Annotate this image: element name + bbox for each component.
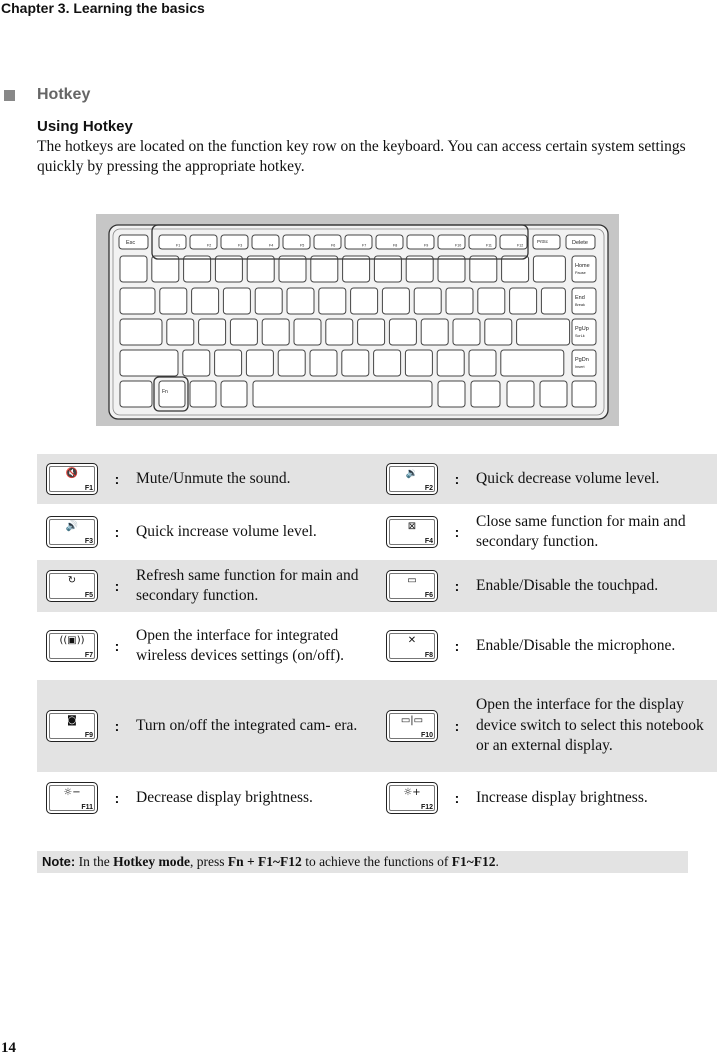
nav-key-sublabel: Break (575, 303, 585, 307)
keyboard-key (374, 350, 401, 376)
keyboard-key (287, 288, 314, 314)
hotkey-label: F5 (84, 592, 93, 599)
keyboard-key (294, 319, 321, 345)
hotkey-description: Open the interface for integrated wireless devices settings (on/off). (136, 626, 345, 664)
hotkey-entry (377, 630, 717, 662)
keyboard-key (533, 256, 565, 282)
note-label: Note: (42, 854, 76, 869)
hotkey-label: F10 (420, 732, 433, 739)
hotkey-entry (377, 512, 717, 553)
keyboard-key (311, 256, 338, 282)
hotkey-symbol-icon: ◙ (67, 715, 77, 726)
keyboard-key (279, 256, 306, 282)
keyboard-key (351, 288, 378, 314)
win-key (190, 381, 216, 407)
section-title: Hotkey (37, 86, 91, 103)
fn-key-label: F4 (269, 243, 274, 248)
hotkey-entry (377, 695, 717, 757)
keyboard-key (199, 319, 226, 345)
hotkey-label: F6 (424, 592, 433, 599)
keyboard-key (469, 350, 496, 376)
table-row (37, 504, 717, 560)
fn-key (221, 235, 248, 249)
keyboard-key (517, 319, 570, 345)
hotkey-description: Mute/Unmute the sound. (136, 469, 291, 487)
intro-paragraph: The hotkeys are located on the function key row on the keyboard. You can access certain system settings quickly by pressing the appropriate hotkey. (37, 138, 686, 175)
note-text: to achieve the functions of (301, 854, 452, 869)
table-row (37, 454, 717, 504)
hotkey-entry (37, 710, 377, 742)
colon: : (454, 718, 460, 734)
colon: : (454, 638, 460, 654)
fn-key-label: F11 (486, 243, 492, 248)
note-mode: Hotkey mode (113, 854, 190, 869)
fn-key-label: F9 (424, 243, 429, 248)
hotkey-key (386, 630, 438, 662)
hotkey-key (386, 463, 438, 495)
hotkey-description: Decrease display brightness. (136, 788, 313, 806)
hotkey-symbol-icon: 🔇 (65, 468, 79, 479)
hotkey-key (46, 630, 98, 662)
hotkey-description: Increase display brightness. (476, 788, 648, 806)
fn-key-label: F12 (517, 243, 524, 248)
keyboard-key (421, 319, 448, 345)
fn-key (345, 235, 372, 249)
keyboard-svg (96, 214, 619, 426)
keyboard-key (215, 350, 242, 376)
hotkey-entry (377, 782, 717, 814)
hotkey-label: F2 (424, 485, 433, 492)
keyboard-key (167, 319, 194, 345)
note-target: F1~F12 (451, 854, 496, 869)
note-text: In the (75, 854, 114, 869)
keyboard-key (183, 350, 210, 376)
keyboard-key (120, 350, 178, 376)
keyboard-key (152, 256, 179, 282)
keyboard-key (246, 350, 273, 376)
hotkey-symbol-icon: ☼+ (403, 787, 421, 798)
keyboard-key (470, 256, 497, 282)
hotkey-key (386, 516, 438, 548)
delete-key-label: Delete (572, 240, 588, 246)
keyboard-key (406, 256, 433, 282)
hotkey-key (46, 463, 98, 495)
hotkey-symbol-icon: ⊠ (407, 521, 417, 532)
keyboard-key (319, 288, 346, 314)
keyboard-key (438, 256, 465, 282)
keyboard-key (414, 288, 441, 314)
hotkey-entry (377, 463, 717, 495)
fn-key (376, 235, 403, 249)
keyboard-key (541, 288, 565, 314)
hotkey-key (46, 516, 98, 548)
colon: : (114, 638, 120, 654)
keyboard-key (247, 256, 274, 282)
fn-key-label: F8 (393, 243, 398, 248)
nav-key (572, 319, 596, 345)
colon: : (114, 790, 120, 806)
right-arrow-key (572, 381, 596, 407)
alt-right-key (438, 381, 465, 407)
fn-key (190, 235, 217, 249)
keyboard-key (192, 288, 219, 314)
hotkey-label: F7 (84, 652, 93, 659)
fn-key (407, 235, 434, 249)
fn-key-label: F10 (455, 243, 462, 248)
hotkey-description: Close same function for main and secondary function. (476, 512, 686, 550)
keyboard-key (310, 350, 337, 376)
ctrl-right-key (471, 381, 500, 407)
hotkey-label: F12 (420, 804, 433, 811)
keyboard-key (343, 256, 370, 282)
hotkey-entry (37, 463, 377, 495)
hotkey-description: Turn on/off the integrated cam- era. (136, 716, 358, 734)
hotkey-symbol-icon: 🔉 (405, 468, 419, 479)
prtsc-key-label: PrtSc (537, 239, 549, 244)
hotkey-table (37, 454, 717, 824)
keyboard-key (389, 319, 416, 345)
note-text: , press (189, 854, 228, 869)
left-arrow-key (507, 381, 534, 407)
note-text: . (495, 854, 499, 869)
fn-key-label: F5 (300, 243, 305, 248)
keyboard-key (501, 350, 564, 376)
hotkey-key (46, 782, 98, 814)
chapter-header: Chapter 3. Learning the basics (1, 0, 205, 16)
keyboard-illustration (96, 214, 619, 426)
fn-key-label: F7 (362, 243, 367, 248)
hotkey-symbol-icon: 🔊 (65, 521, 79, 532)
hotkey-key (46, 570, 98, 602)
fn-key-label: F3 (238, 243, 243, 248)
ctrl-key (120, 381, 152, 407)
hotkey-description: Enable/Disable the microphone. (476, 636, 676, 654)
subsection-title: Using Hotkey (37, 118, 133, 135)
hotkey-symbol-icon: ✕ (407, 635, 417, 646)
hotkey-label: F11 (81, 804, 93, 811)
fn-key-label: F2 (207, 243, 212, 248)
section-heading (4, 86, 90, 104)
colon: : (114, 578, 120, 594)
fn-key (252, 235, 279, 249)
fn-key-label: F6 (331, 243, 336, 248)
keyboard-key (342, 350, 369, 376)
keyboard-key (230, 319, 257, 345)
keyboard-key (223, 288, 250, 314)
nav-key-sublabel: Pause (575, 271, 586, 275)
hotkey-key (46, 710, 98, 742)
hotkey-label: F9 (84, 732, 93, 739)
nav-key-sublabel: ScrLk (575, 334, 585, 338)
table-row (37, 612, 717, 680)
keyboard-key (120, 319, 162, 345)
nav-key-label: Home (575, 263, 590, 269)
esc-key-label: Esc (126, 240, 136, 246)
colon: : (114, 471, 120, 487)
hotkey-symbol-icon: ↻ (67, 575, 77, 586)
hotkey-description: Open the interface for the display device switch to select this notebook or an external display. (476, 696, 704, 755)
colon: : (114, 718, 120, 734)
fn-modifier-label: Fn (162, 389, 168, 395)
nav-key-label: End (575, 295, 585, 301)
note-box (37, 851, 688, 873)
hotkey-key (386, 782, 438, 814)
keyboard-key (453, 319, 480, 345)
hotkey-description: Enable/Disable the touchpad. (476, 576, 659, 594)
hotkey-entry (37, 566, 377, 607)
fn-key (159, 235, 186, 249)
space-key (253, 381, 432, 407)
fn-key (469, 235, 496, 249)
keyboard-key (120, 256, 147, 282)
keyboard-key (446, 288, 473, 314)
colon: : (454, 471, 460, 487)
note-combo: Fn + F1~F12 (227, 854, 302, 869)
hotkey-description: Quick decrease volume level. (476, 469, 660, 487)
nav-key (572, 350, 596, 376)
nav-key-label: PgUp (575, 326, 589, 332)
keyboard-key (255, 288, 282, 314)
keyboard-key (502, 256, 529, 282)
nav-key (572, 288, 596, 314)
hotkey-description: Refresh same function for main and secondary function. (136, 566, 359, 604)
colon: : (454, 524, 460, 540)
alt-key (221, 381, 247, 407)
hotkey-entry (37, 782, 377, 814)
fn-key-label: F1 (176, 243, 181, 248)
keyboard-key (278, 350, 305, 376)
table-row (37, 680, 717, 772)
page-number: 14 (1, 1040, 16, 1056)
keyboard-key (374, 256, 401, 282)
hotkey-symbol-icon: ▭ (407, 575, 417, 586)
hotkey-label: F8 (424, 652, 433, 659)
keyboard-key (215, 256, 242, 282)
colon: : (454, 790, 460, 806)
hotkey-symbol-icon: ▭|▭ (400, 715, 424, 726)
keyboard-key (358, 319, 385, 345)
hotkey-label: F3 (84, 538, 93, 545)
keyboard-key (160, 288, 187, 314)
keyboard-key (382, 288, 409, 314)
hotkey-entry (377, 570, 717, 602)
nav-key (572, 256, 596, 282)
fn-key (283, 235, 310, 249)
table-row (37, 772, 717, 824)
keyboard-key (120, 288, 155, 314)
table-row (37, 560, 717, 612)
hotkey-description: Quick increase volume level. (136, 522, 317, 540)
section-bullet-icon (4, 90, 15, 101)
keyboard-key (405, 350, 432, 376)
hotkey-key (386, 570, 438, 602)
hotkey-entry (37, 516, 377, 548)
nav-key-label: PgDn (575, 357, 589, 363)
nav-key-sublabel: Insert (575, 365, 585, 369)
colon: : (454, 578, 460, 594)
colon: : (114, 524, 120, 540)
keyboard-key (184, 256, 211, 282)
keyboard-key (510, 288, 537, 314)
down-arrow-key (540, 381, 567, 407)
hotkey-key (386, 710, 438, 742)
fn-key (314, 235, 341, 249)
keyboard-key (262, 319, 289, 345)
keyboard-key (326, 319, 353, 345)
hotkey-label: F1 (84, 485, 93, 492)
hotkey-entry (37, 626, 377, 667)
hotkey-label: F4 (424, 538, 433, 545)
keyboard-key (437, 350, 464, 376)
keyboard-key (485, 319, 512, 345)
keyboard-key (478, 288, 505, 314)
hotkey-symbol-icon: ☼− (63, 787, 81, 798)
hotkey-symbol-icon: ((▣)) (59, 635, 85, 646)
